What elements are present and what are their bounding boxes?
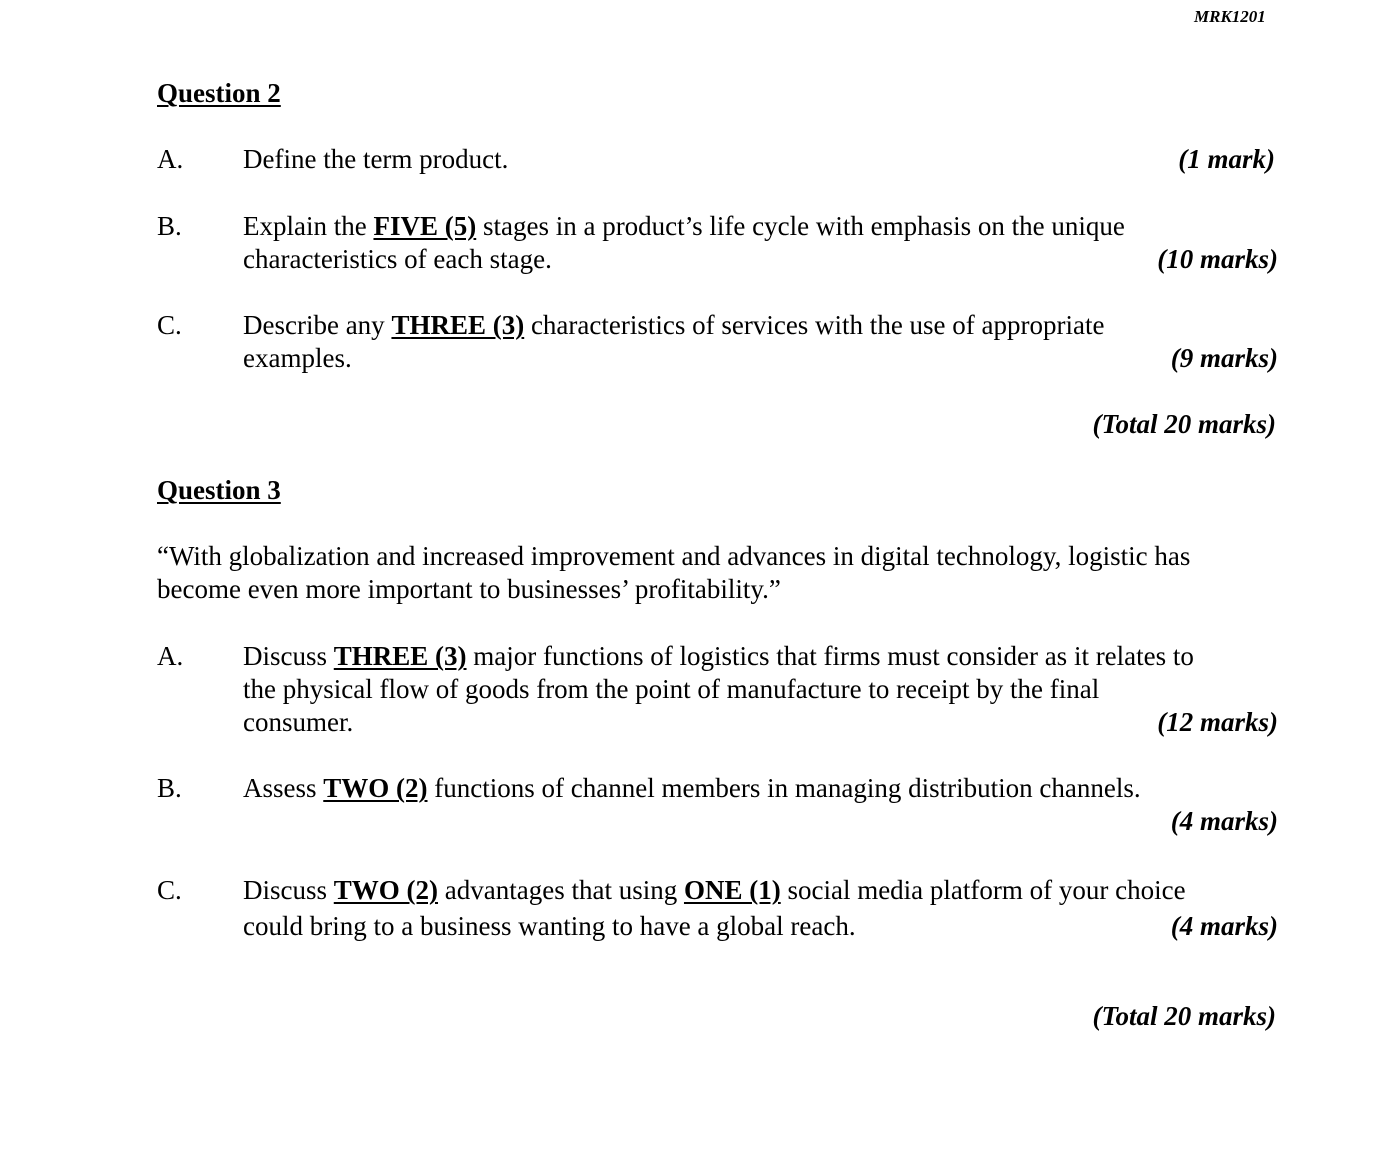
- q3-total-marks: (Total 20 marks): [1092, 1001, 1276, 1031]
- q2-a-marks: (1 mark): [1178, 144, 1275, 174]
- q3-a-letter: A.: [157, 641, 184, 671]
- q3-b-line1: Assess TWO (2) functions of channel members in managing distribution channels.: [243, 773, 1141, 803]
- q2-c-line1: Describe any THREE (3) characteristics of services with the use of appropriate: [243, 310, 1105, 340]
- q3-c-line1: Discuss TWO (2) advantages that using ONE (1) social media platform of your choice: [243, 875, 1186, 905]
- course-code: MRK1201: [1194, 7, 1266, 26]
- q2-c-emphasis: THREE (3): [391, 310, 525, 340]
- question-2-heading: Question 2: [157, 78, 281, 108]
- q2-b-emphasis: FIVE (5): [373, 211, 477, 241]
- q3-a-emphasis: THREE (3): [333, 641, 467, 671]
- q3-c-letter: C.: [157, 875, 182, 905]
- q3-a-line1: Discuss THREE (3) major functions of logistics that firms must consider as it relates to: [243, 641, 1194, 671]
- q3-a-line3: consumer.: [243, 707, 354, 737]
- q2-a-text: Define the term product.: [243, 144, 509, 174]
- q2-c-marks: (9 marks): [1170, 343, 1278, 373]
- q3-quote-line1: “With globalization and increased improvement and advances in digital technology, logistic has: [157, 541, 1191, 571]
- q2-b-line2: characteristics of each stage.: [243, 244, 552, 274]
- q3-quote-line2: become even more important to businesses’ profitability.”: [157, 574, 781, 604]
- q2-c-letter: C.: [157, 310, 182, 340]
- q3-b-letter: B.: [157, 773, 182, 803]
- q2-c-line2: examples.: [243, 343, 352, 373]
- q2-b-letter: B.: [157, 211, 182, 241]
- q2-b-marks: (10 marks): [1157, 244, 1278, 274]
- q3-a-marks: (12 marks): [1157, 707, 1278, 737]
- q2-b-line1: Explain the FIVE (5) stages in a product’s life cycle with emphasis on the unique: [243, 211, 1125, 241]
- question-3-heading: Question 3: [157, 475, 281, 505]
- q3-c-emphasis-1: TWO (2): [333, 875, 439, 905]
- q3-b-marks: (4 marks): [1170, 806, 1278, 836]
- q3-c-line2: could bring to a business wanting to have a global reach.: [243, 911, 856, 941]
- q3-c-marks: (4 marks): [1170, 911, 1278, 941]
- q3-c-emphasis-2: ONE (1): [683, 875, 781, 905]
- q3-b-emphasis: TWO (2): [323, 773, 428, 803]
- q2-total-marks: (Total 20 marks): [1092, 409, 1276, 439]
- q3-a-line2: the physical flow of goods from the point of manufacture to receipt by the final: [243, 674, 1100, 704]
- q2-a-letter: A.: [157, 144, 184, 174]
